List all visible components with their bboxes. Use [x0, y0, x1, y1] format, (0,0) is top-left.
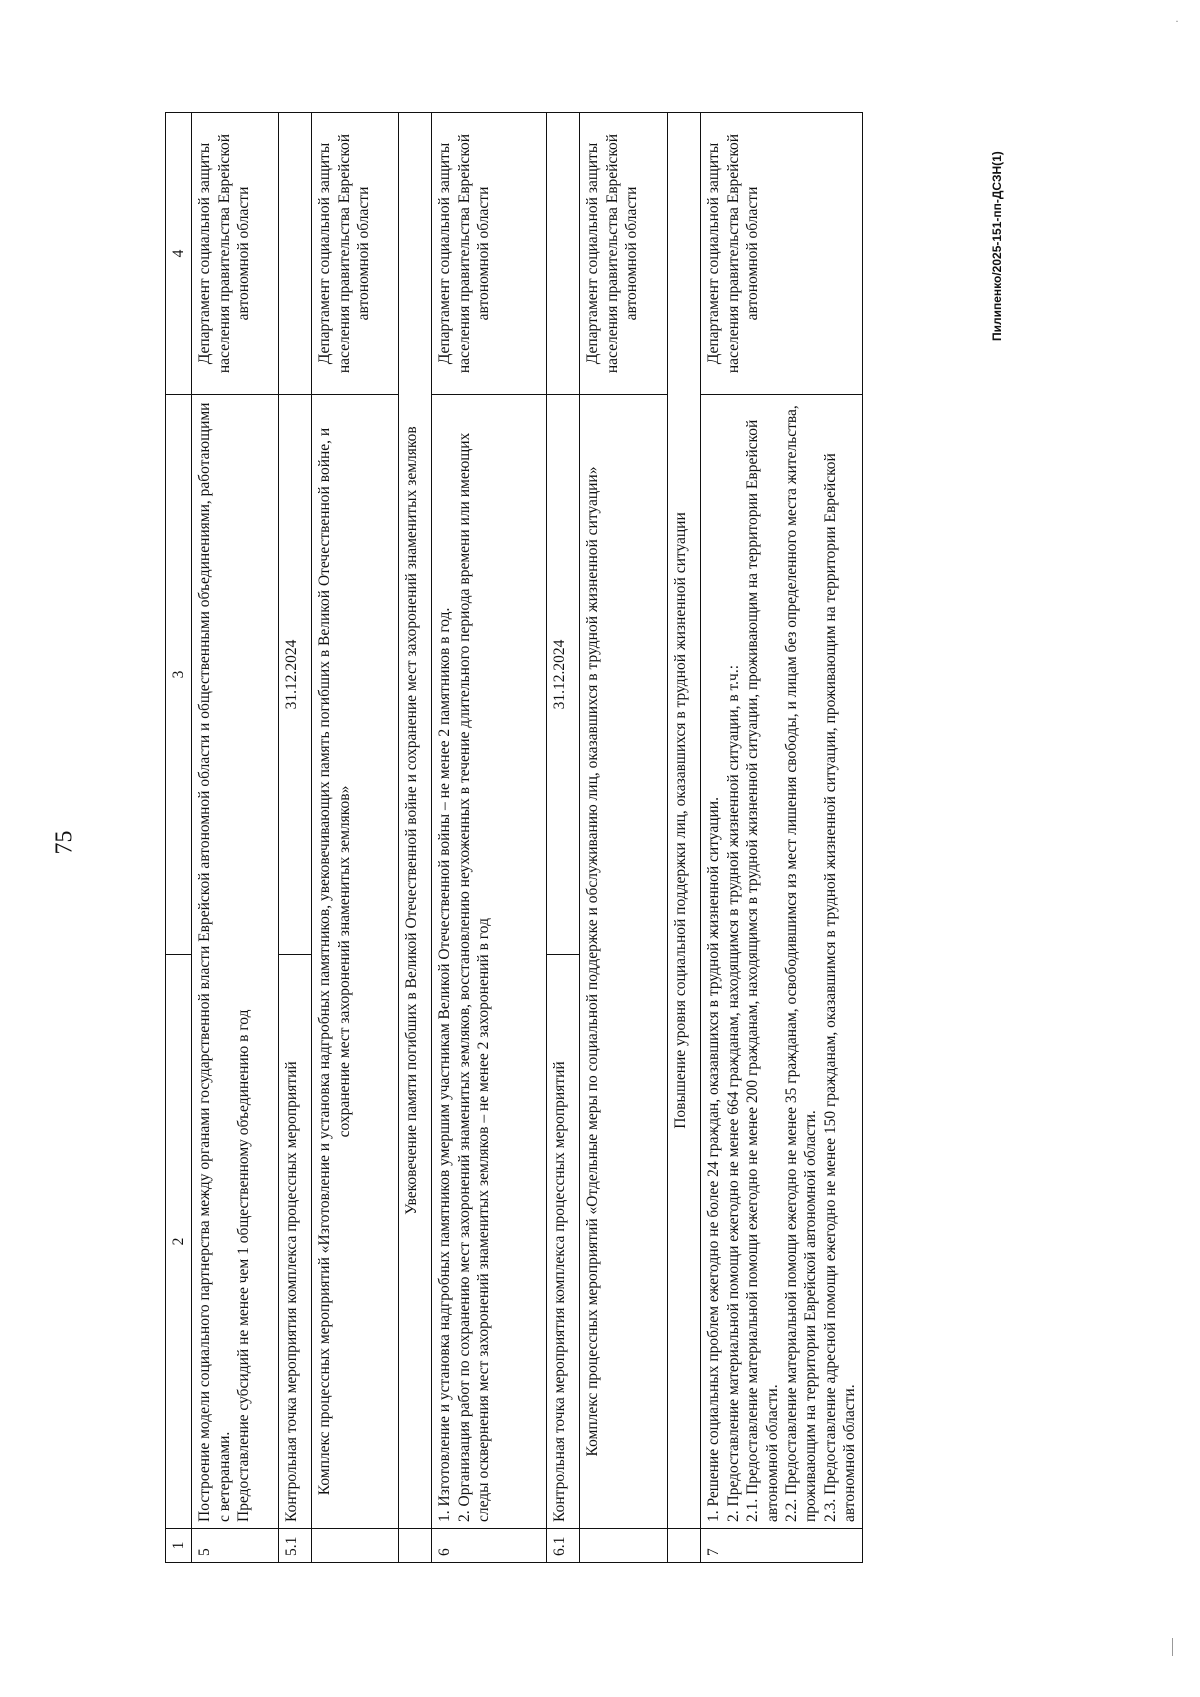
row-number	[312, 1529, 399, 1563]
row-number	[399, 1529, 432, 1563]
table-row	[312, 113, 399, 1563]
table-row	[192, 113, 279, 1563]
document-footer-id: Пилипенко/2025-151-пп-ДСЗН(1)	[990, 151, 1004, 341]
responsible-org	[279, 113, 312, 395]
row-number: 5	[192, 1529, 279, 1563]
header-cell-3: 3	[166, 395, 192, 955]
table-row	[668, 113, 701, 1563]
responsible-org: Департамент социальной защиты населения правительства Еврейской автономной области	[432, 113, 547, 395]
page-number: 75	[51, 830, 78, 855]
measures-table	[165, 112, 863, 1563]
measure-text: Контрольная точка мероприятия комплекса процессных мероприятий	[547, 955, 580, 1529]
measure-text: Построение модели социального партнерства между органами государственной власти Еврейской автономной области и общественными объединениями, работающими с ветеранами. Предоставление субсидий не менее чем 1 общественному объединению в год	[192, 395, 279, 1529]
responsible-org: Департамент социальной защиты населения правительства Еврейской автономной области	[580, 113, 668, 395]
table-row	[701, 113, 863, 1563]
row-number	[580, 1529, 668, 1563]
table-row	[580, 113, 668, 1563]
header-cell-1: 1	[166, 1529, 192, 1563]
row-number: 5.1	[279, 1529, 312, 1563]
table-row	[279, 113, 312, 1563]
responsible-org: Департамент социальной защиты населения правительства Еврейской автономной области	[192, 113, 279, 395]
header-cell-4: 4	[166, 113, 192, 395]
goal-text: Повышение уровня социальной поддержки лиц, оказавшихся в трудной жизненной ситуации	[668, 113, 701, 1529]
row-number: 6	[432, 1529, 547, 1563]
table-row	[547, 113, 580, 1563]
control-date: 31.12.2024	[547, 395, 580, 955]
row-number	[668, 1529, 701, 1563]
control-date: 31.12.2024	[279, 395, 312, 955]
measure-text: 1. Изготовление и установка надгробных памятников умершим участникам Великой Отечественной войны – не менее 2 памятников в год. 2. Организация работ по сохранению мест захоронений знаменитых земляков, восстановлению неухоженных в течение длительного периода времени или имеющих следы осквернения мест захоронений знаменитых земляков – не менее 2 захоронений в год	[432, 395, 547, 1529]
responsible-org: Департамент социальной защиты населения правительства Еврейской автономной области	[701, 113, 863, 395]
table-row	[432, 113, 547, 1563]
row-number: 6.1	[547, 1529, 580, 1563]
measure-text: Контрольная точка мероприятия комплекса процессных мероприятий	[279, 955, 312, 1529]
responsible-org	[547, 113, 580, 395]
scan-speck: ·	[1175, 14, 1179, 28]
table-row	[399, 113, 432, 1563]
scan-edge-mark	[1172, 1638, 1173, 1656]
responsible-org: Департамент социальной защиты населения правительства Еврейской автономной области	[312, 113, 399, 395]
header-row	[166, 113, 192, 1563]
complex-title: Комплекс процессных мероприятий «Отдельные меры по социальной поддержке и обслуживанию лиц, оказавшихся в трудной жизненной ситуации»	[580, 395, 668, 1529]
measure-text: 1. Решение социальных проблем ежегодно не более 24 граждан, оказавшихся в трудной жизненной ситуации. 2. Предоставление материальной помощи ежегодно не менее 664 гражданам, находящимся в трудной жизненной ситуации, в т.ч.: 2.1. Предоставление материальной помощи ежегодно не менее 200 гражданам, находящимся в трудной жизненной ситуации, проживающим на территории Еврейской автономной области. 2.2. Предоставление материальной помощи ежегодно не менее 35 гражданам, освободившимся из мест лишения свободы, и лицам без определенного места жительства, проживающим на территории Еврейской автономной области. 2.3. Предоставление адресной помощи ежегодно не менее 150 гражданам, оказавшимся в трудной жизненной ситуации, проживающим на территории Еврейской автономной области.	[701, 395, 863, 1529]
header-cell-2: 2	[166, 955, 192, 1529]
goal-text: Увековечение памяти погибших в Великой Отечественной войне и сохранение мест захоронений знаменитых земляков	[399, 113, 432, 1529]
row-number: 7	[701, 1529, 863, 1563]
rotated-table-container	[165, 113, 858, 1563]
complex-title: Комплекс процессных мероприятий «Изготовление и установка надгробных памятников, увековечивающих память погибших в Великой Отечественной войне, и сохранение мест захоронений знаменитых земляков»	[312, 395, 399, 1529]
